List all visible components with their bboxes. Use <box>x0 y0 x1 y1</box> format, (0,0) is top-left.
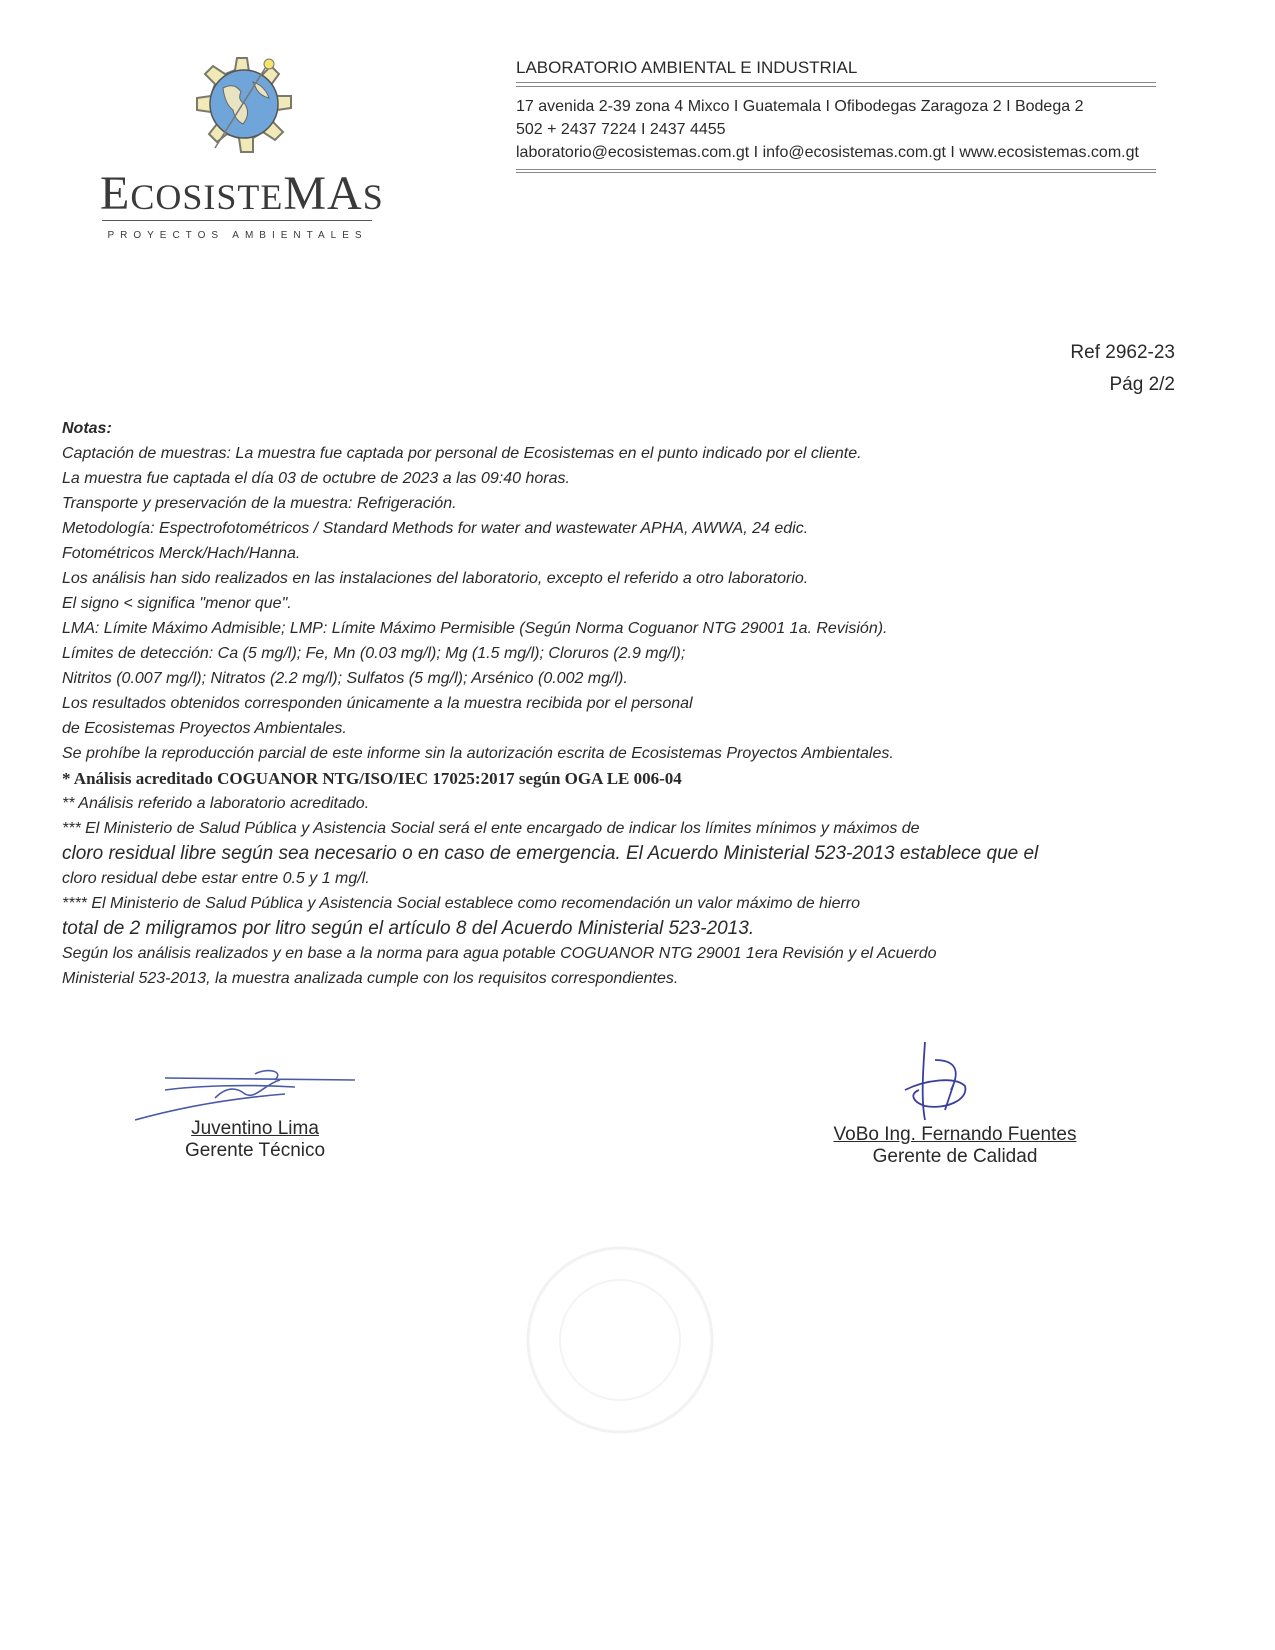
accreditation-note: * Análisis acreditado COGUANOR NTG/ISO/IEC 17025:2017 según OGA LE 006-04 <box>62 769 682 788</box>
note-line: Captación de muestras: La muestra fue captada por personal de Ecosistemas en el punto indicado por el cliente. <box>62 445 862 462</box>
brand-tagline: PROYECTOS AMBIENTALES <box>107 230 368 241</box>
notes-section <box>62 416 1122 991</box>
signer-role-left: Gerente Técnico <box>184 1140 326 1161</box>
note-line: La muestra fue captada el día 03 de octubre de 2023 a las 09:40 horas. <box>62 470 570 487</box>
iron-note-2: total de 2 miligramos por litro según el artículo 8 del Acuerdo Ministerial 523-2013. <box>62 918 755 939</box>
note-line: Límites de detección: Ca (5 mg/l); Fe, Mn (0.03 mg/l); Mg (1.5 mg/l); Cloruros (2.9 mg/l); <box>62 645 686 662</box>
note-line: Los análisis han sido realizados en las instalaciones del laboratorio, excepto el referido a otro laboratorio. <box>62 570 809 587</box>
reference-number: Ref 2962-23 <box>1070 342 1175 363</box>
notes-heading: Notas: <box>62 420 112 437</box>
brand-divider <box>102 220 372 221</box>
signature-scribble-right <box>895 1040 985 1130</box>
embossed-seal <box>520 1240 720 1440</box>
lab-header <box>516 58 1156 173</box>
gear-globe-icon <box>165 52 310 177</box>
note-line: Los resultados obtenidos corresponden únicamente a la muestra recibida por el personal <box>62 695 693 712</box>
lab-phones: 502 + 2437 7224 I 2437 4455 <box>516 121 726 138</box>
signature-quality-manager <box>820 1124 1090 1168</box>
page-number: Pág 2/2 <box>1109 374 1175 395</box>
lab-address: 17 avenida 2-39 zona 4 Mixco I Guatemala I Ofibodegas Zaragoza 2 I Bodega 2 <box>516 98 1084 115</box>
note-line: Metodología: Espectrofotométricos / Standard Methods for water and wastewater APHA, AWWA, 24 edic. <box>62 520 809 537</box>
referred-note: ** Análisis referido a laboratorio acreditado. <box>62 795 370 812</box>
chlorine-note-2: cloro residual libre según sea necesario o en caso de emergencia. El Acuerdo Ministerial 523-2013 establece que el <box>62 843 1039 864</box>
note-line: El signo < significa "menor que". <box>62 595 292 612</box>
note-line: Fotométricos Merck/Hach/Hanna. <box>62 545 301 562</box>
conclusion-line-2: Ministerial 523-2013, la muestra analizada cumple con los requisitos correspondientes. <box>62 970 679 987</box>
header-bottom-divider-2 <box>516 170 1156 173</box>
header-divider <box>516 83 1156 87</box>
note-line: LMA: Límite Máximo Admisible; LMP: Límite Máximo Permisible (Según Norma Coguanor NTG 29001 1a. Revisión). <box>62 620 888 637</box>
lab-title: LABORATORIO AMBIENTAL E INDUSTRIAL <box>516 58 1156 83</box>
iron-note-1: **** El Ministerio de Salud Pública y Asistencia Social establece como recomendación un valor máximo de hierro <box>62 895 861 912</box>
note-line: Nitritos (0.007 mg/l); Nitratos (2.2 mg/l); Sulfatos (5 mg/l); Arsénico (0.002 mg/l). <box>62 670 628 687</box>
note-line: Transporte y preservación de la muestra: Refrigeración. <box>62 495 457 512</box>
signer-name-right: VoBo Ing. Fernando Fuentes <box>833 1124 1077 1145</box>
note-line: de Ecosistemas Proyectos Ambientales. <box>62 720 347 737</box>
reference-block <box>1070 337 1175 401</box>
signature-technical-manager <box>160 1118 350 1162</box>
company-logo <box>100 52 384 252</box>
chlorine-note-3: cloro residual debe estar entre 0.5 y 1 mg/l. <box>62 870 370 887</box>
signer-role-right: Gerente de Calidad <box>872 1146 1038 1167</box>
lab-contact: laboratorio@ecosistemas.com.gt I info@ecosistemas.com.gt I www.ecosistemas.com.gt <box>516 144 1139 161</box>
signer-name-left: Juventino Lima <box>191 1118 319 1139</box>
brand-name: ECOSISTEMAS <box>100 167 384 220</box>
chlorine-note-1: *** El Ministerio de Salud Pública y Asistencia Social será el ente encargado de indicar los límites mínimos y máximos de <box>62 820 920 837</box>
note-line: Se prohíbe la reproducción parcial de este informe sin la autorización escrita de Ecosistemas Proyectos Ambientales. <box>62 745 894 762</box>
conclusion-line-1: Según los análisis realizados y en base a la norma para agua potable COGUANOR NTG 29001 1era Revisión y el Acuerdo <box>62 945 937 962</box>
